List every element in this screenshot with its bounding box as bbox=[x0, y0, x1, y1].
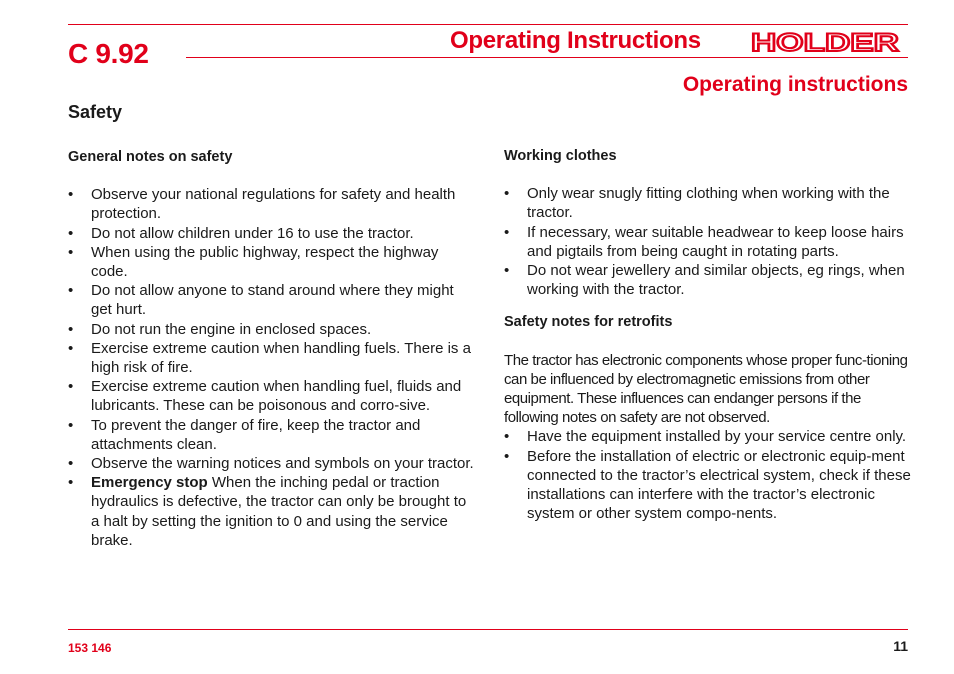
list-item: • Exercise extreme caution when handling fuels. There is a high risk of fire. bbox=[68, 339, 476, 377]
list-item: • Observe your national regulations for safety and health protection. bbox=[68, 185, 476, 223]
page-number: 11 bbox=[893, 638, 908, 654]
chapter-heading: Safety bbox=[68, 102, 123, 122]
emergency-stop-item bbox=[68, 473, 476, 550]
list-item: • Do not run the engine in enclosed spaces. bbox=[68, 320, 476, 339]
list-item: • Observe the warning notices and symbols on your tractor. bbox=[68, 454, 476, 473]
general-notes-heading: General notes on safety bbox=[68, 149, 233, 165]
retrofits-list bbox=[504, 427, 912, 523]
list-item: • If necessary, wear suitable headwear to keep loose hairs and pigtails from being caught in rotating parts. bbox=[504, 223, 912, 261]
list-item: • Do not wear jewellery and similar objects, eg rings, when working with the tractor. bbox=[504, 261, 912, 299]
model-number: C 9.92 bbox=[68, 38, 149, 69]
right-column bbox=[504, 147, 912, 523]
list-item: • When using the public highway, respect the highway code. bbox=[68, 243, 476, 281]
emergency-stop-label: Emergency stop bbox=[91, 474, 208, 492]
retrofits-heading: Safety notes for retrofits bbox=[504, 314, 673, 331]
svg-text:HOLDER: HOLDER bbox=[751, 30, 899, 54]
header-rule bbox=[186, 57, 908, 58]
working-clothes-list bbox=[504, 184, 912, 299]
list-item: • Do not allow anyone to stand around where they might get hurt. bbox=[68, 281, 476, 319]
list-item: • To prevent the danger of fire, keep the tractor and attachments clean. bbox=[68, 416, 476, 454]
section-title: Operating instructions bbox=[682, 73, 908, 96]
document-title: Operating Instructions bbox=[450, 27, 701, 54]
list-item: • Before the installation of electric or electronic equip-ment connected to the tractor’s electrical system, check if these installations can interfere with the tractor’s electronic system or other system compo-nents. bbox=[504, 447, 912, 524]
emergency-stop-text: When the inching pedal or traction hydraulics is defective, the tractor can only be brought to a halt by setting the ignition to 0 and using the service brake. bbox=[91, 474, 467, 549]
working-clothes-heading: Working clothes bbox=[504, 148, 617, 164]
document-code: 153 146 bbox=[68, 641, 112, 655]
list-item: • Have the equipment installed by your service centre only. bbox=[504, 427, 912, 446]
list-item: • Do not allow children under 16 to use the tractor. bbox=[68, 224, 476, 243]
list-item: • Only wear snugly fitting clothing when working with the tractor. bbox=[504, 184, 912, 222]
general-notes-list bbox=[68, 185, 476, 550]
header-top-rule bbox=[68, 24, 908, 25]
holder-logo bbox=[749, 30, 901, 54]
footer-rule bbox=[68, 629, 908, 630]
left-column bbox=[68, 148, 476, 550]
retrofits-paragraph: The tractor has electronic components whose proper func-tioning can be influenced by electromagnetic emissions from other equipment. These influences can endanger persons if the following notes on safety are not observed. bbox=[504, 351, 908, 427]
list-item: • Exercise extreme caution when handling fuel, fluids and lubricants. These can be poisonous and corro-sive. bbox=[68, 377, 476, 415]
